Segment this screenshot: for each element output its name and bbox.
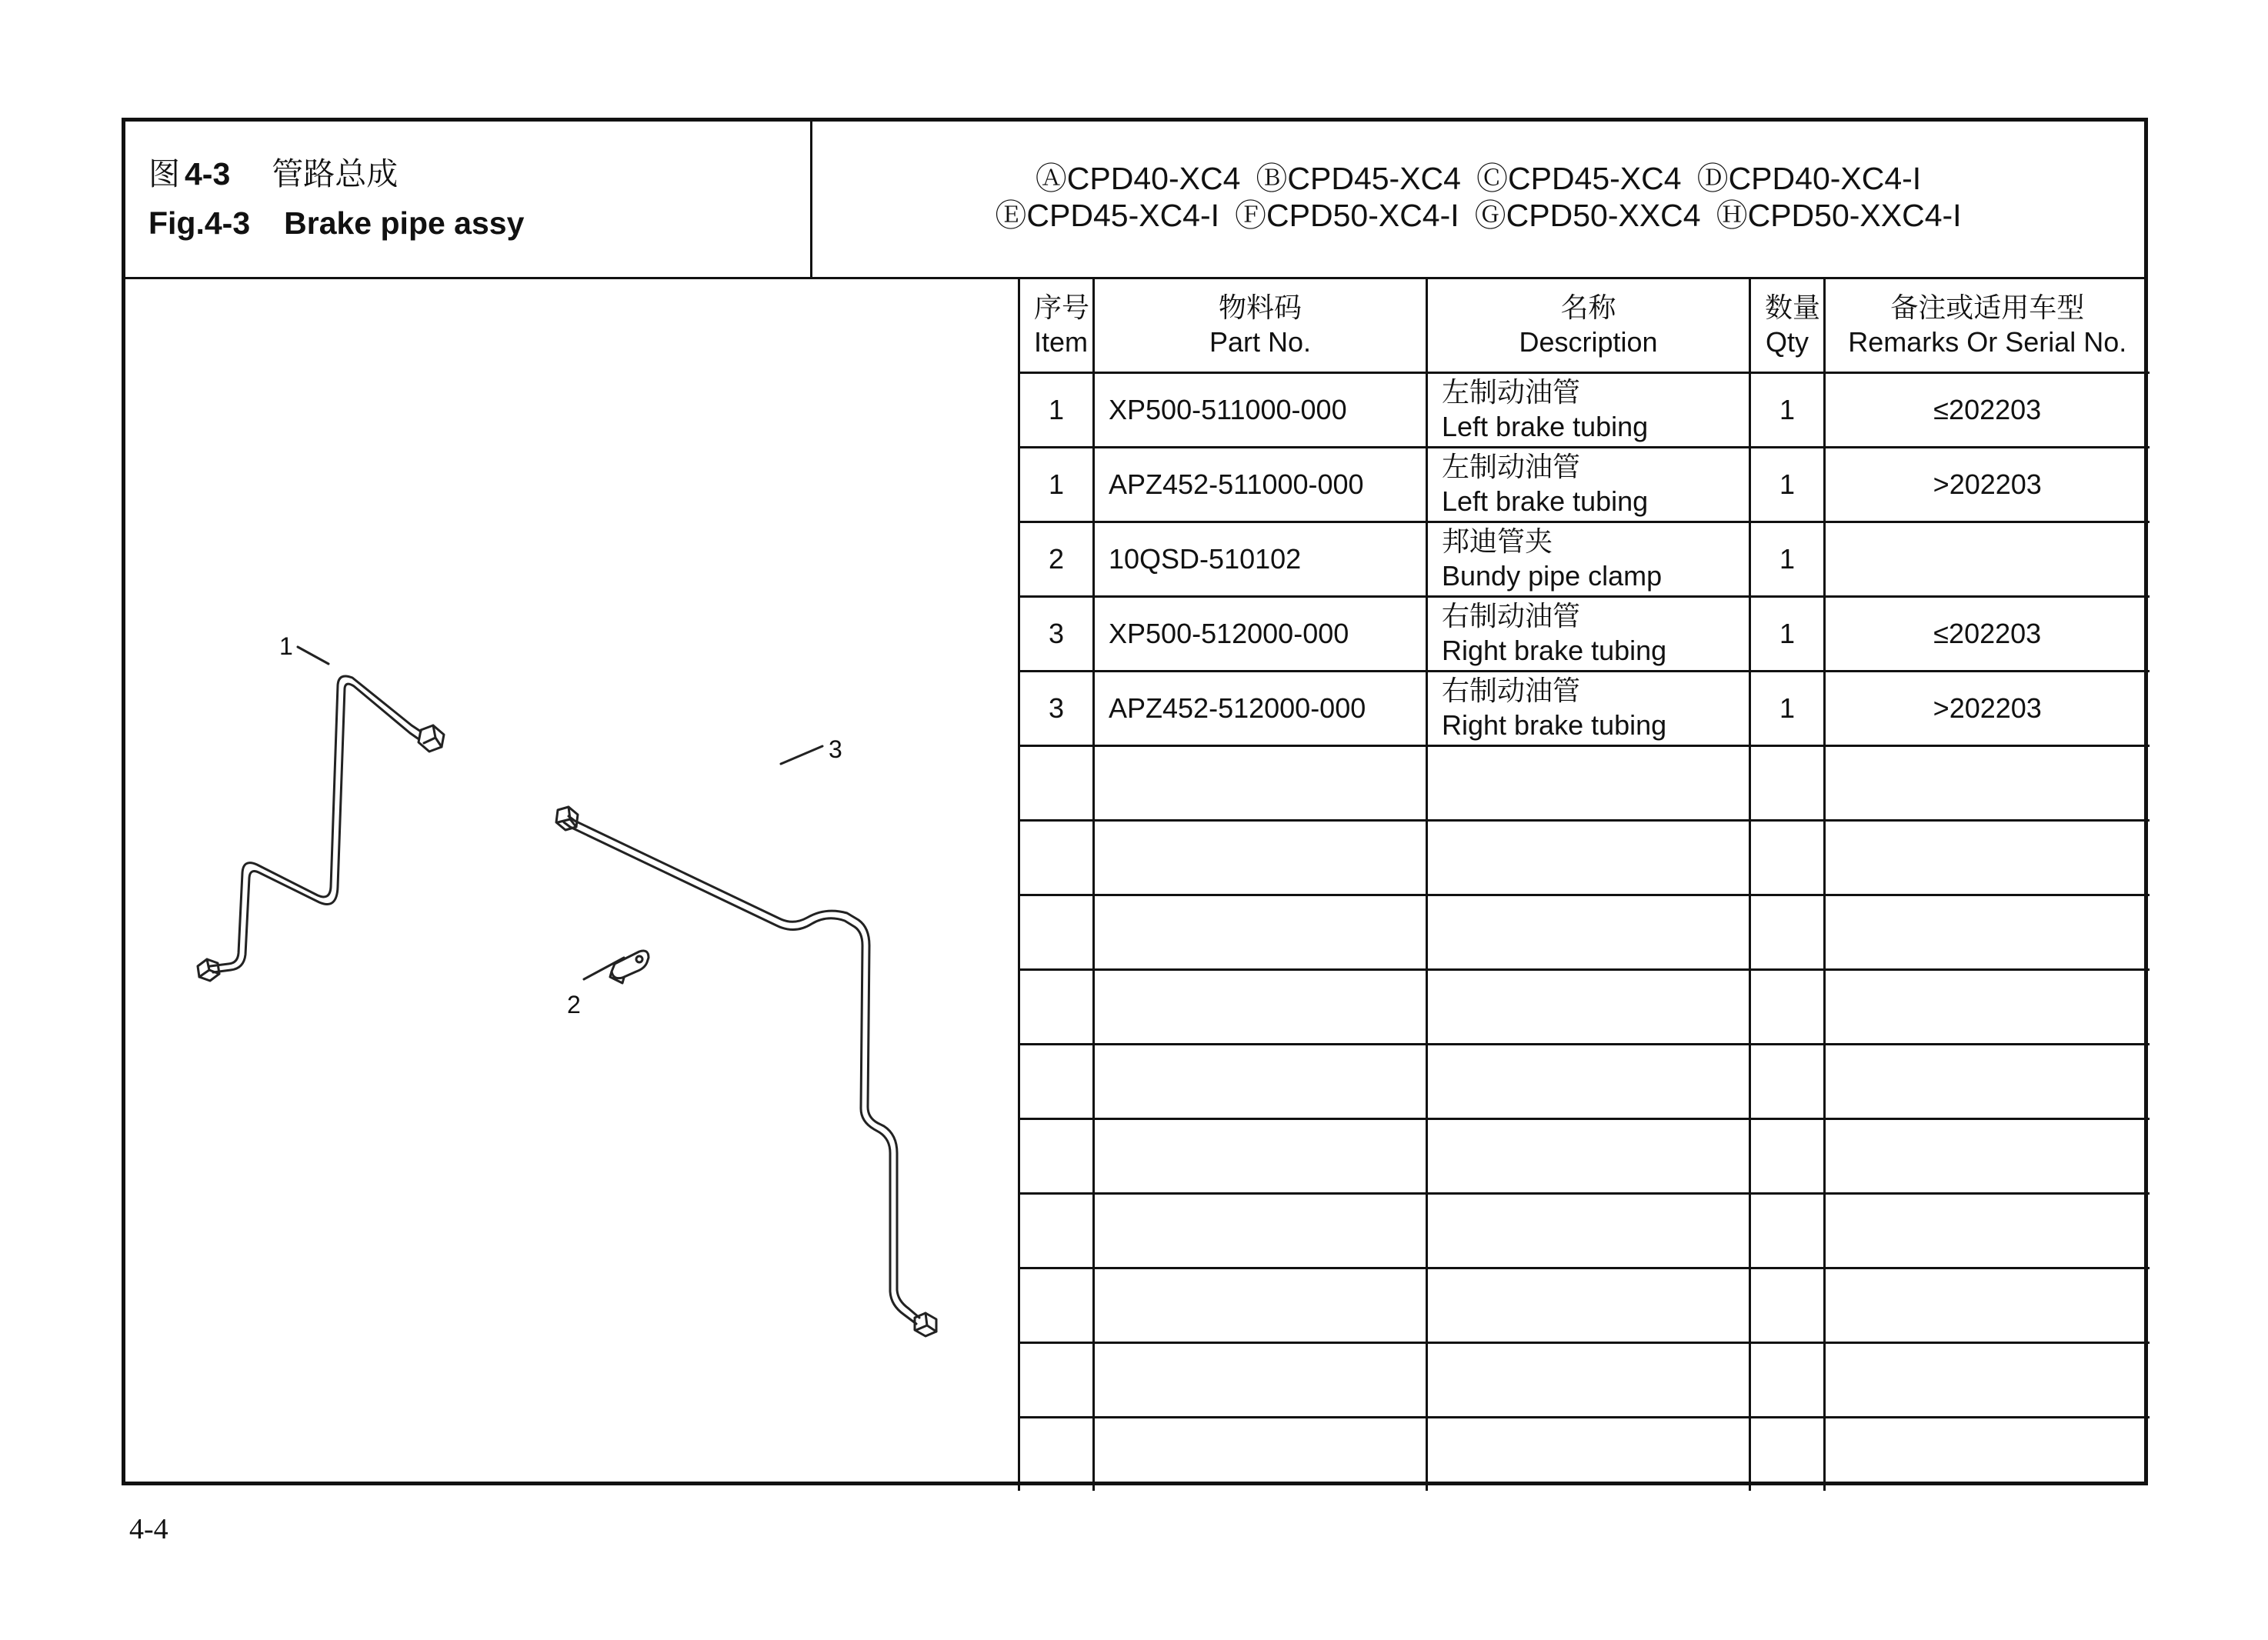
cell-qty xyxy=(1750,1343,1825,1418)
cell-part-no xyxy=(1094,1045,1427,1119)
model-g: ⒼCPD50-XXC4 xyxy=(1474,198,1701,233)
cell-description xyxy=(1427,672,1750,746)
figure-number: 4-3 xyxy=(185,156,231,192)
cell-description xyxy=(1427,1343,1750,1418)
cell-part-no xyxy=(1094,746,1427,821)
cell-description xyxy=(1427,746,1750,821)
model-h: ⒽCPD50-XXC4-I xyxy=(1716,198,1962,233)
bundy-pipe-clamp-illustration xyxy=(610,951,649,983)
cell-description xyxy=(1427,373,1750,448)
figure-title-english xyxy=(148,205,524,242)
cell-item xyxy=(1019,970,1094,1045)
header-remarks: 备注或适用车型 Remarks Or Serial No. xyxy=(1825,279,2150,373)
table-row-empty xyxy=(1019,821,2150,895)
description-en: Left brake tubing xyxy=(1442,485,1649,517)
cell-item: 3 xyxy=(1019,597,1094,672)
cell-description xyxy=(1427,1045,1750,1119)
cell-item: 2 xyxy=(1019,522,1094,597)
cell-item: 1 xyxy=(1019,448,1094,522)
cell-part-no xyxy=(1094,1418,1427,1492)
cell-remarks xyxy=(1825,1343,2150,1418)
cell-remarks: ≤202203 xyxy=(1825,373,2150,448)
table-row-empty xyxy=(1019,1343,2150,1418)
cell-qty: 1 xyxy=(1750,522,1825,597)
cell-remarks xyxy=(1825,1194,2150,1268)
leader-line-3 xyxy=(781,746,822,764)
cell-remarks xyxy=(1825,522,2150,597)
cell-remarks xyxy=(1825,1045,2150,1119)
figure-title-block xyxy=(125,122,812,279)
cell-remarks xyxy=(1825,1418,2150,1492)
cell-description xyxy=(1427,1119,1750,1194)
description-cn: 左制动油管 xyxy=(1442,452,1581,483)
cell-qty xyxy=(1750,821,1825,895)
left-brake-tubing-illustration xyxy=(198,676,444,981)
cell-part-no xyxy=(1094,1343,1427,1418)
callout-label-3: 3 xyxy=(829,735,842,763)
cell-item xyxy=(1019,1343,1094,1418)
table-row xyxy=(1019,522,2150,597)
cell-item xyxy=(1019,1119,1094,1194)
cell-remarks: >202203 xyxy=(1825,448,2150,522)
cell-remarks: >202203 xyxy=(1825,672,2150,746)
cell-qty xyxy=(1750,1194,1825,1268)
model-b: ⒷCPD45-XC4 xyxy=(1256,161,1461,196)
cell-description xyxy=(1427,970,1750,1045)
leader-line-2 xyxy=(584,958,624,979)
description-en: Right brake tubing xyxy=(1442,635,1667,666)
cell-qty xyxy=(1750,1045,1825,1119)
cell-description xyxy=(1427,448,1750,522)
cell-remarks xyxy=(1825,821,2150,895)
cell-description xyxy=(1427,597,1750,672)
models-line-1 xyxy=(812,160,2144,197)
brake-pipe-drawing xyxy=(125,279,1018,1485)
cell-item xyxy=(1019,1418,1094,1492)
header-item: 序号 Item xyxy=(1019,279,1094,373)
description-cn: 右制动油管 xyxy=(1442,675,1581,707)
table-row-empty xyxy=(1019,1268,2150,1343)
model-c: ⒸCPD45-XC4 xyxy=(1476,161,1682,196)
cell-part-no: APZ452-511000-000 xyxy=(1094,448,1427,522)
cell-remarks xyxy=(1825,1119,2150,1194)
table-row xyxy=(1019,597,2150,672)
header-part-no: 物料码 Part No. xyxy=(1094,279,1427,373)
table-row-empty xyxy=(1019,1119,2150,1194)
figure-title-chinese xyxy=(148,155,398,192)
cell-description xyxy=(1427,1268,1750,1343)
cell-qty xyxy=(1750,1119,1825,1194)
cell-qty xyxy=(1750,746,1825,821)
right-brake-tubing-illustration xyxy=(556,807,936,1336)
cell-description xyxy=(1427,895,1750,970)
table-row-empty xyxy=(1019,895,2150,970)
table-row xyxy=(1019,373,2150,448)
callout-label-1: 1 xyxy=(279,632,293,660)
cell-remarks xyxy=(1825,895,2150,970)
cell-part-no xyxy=(1094,821,1427,895)
model-a: ⒶCPD40-XC4 xyxy=(1035,161,1241,196)
model-f: ⒻCPD50-XC4-I xyxy=(1235,198,1459,233)
table-row-empty xyxy=(1019,746,2150,821)
cell-item xyxy=(1019,895,1094,970)
description-en: Bundy pipe clamp xyxy=(1442,560,1663,592)
header-description: 名称 Description xyxy=(1427,279,1750,373)
table-row-empty xyxy=(1019,970,2150,1045)
page-number: 4-4 xyxy=(129,1513,168,1545)
cell-remarks xyxy=(1825,746,2150,821)
parts-list-table xyxy=(1018,279,2150,1491)
figure-prefix-en: Fig.4-3 xyxy=(148,205,251,241)
table-row xyxy=(1019,672,2150,746)
cell-remarks xyxy=(1825,970,2150,1045)
leader-line-1 xyxy=(298,647,329,664)
description-en: Left brake tubing xyxy=(1442,411,1649,442)
cell-part-no: APZ452-512000-000 xyxy=(1094,672,1427,746)
callout-label-2: 2 xyxy=(567,991,581,1018)
cell-item xyxy=(1019,1045,1094,1119)
model-d: ⒹCPD40-XC4-I xyxy=(1696,161,1922,196)
cell-qty xyxy=(1750,1418,1825,1492)
cell-qty: 1 xyxy=(1750,373,1825,448)
cell-part-no xyxy=(1094,895,1427,970)
cell-qty: 1 xyxy=(1750,597,1825,672)
cell-item: 3 xyxy=(1019,672,1094,746)
cell-item xyxy=(1019,746,1094,821)
table-row-empty xyxy=(1019,1045,2150,1119)
table-row-empty xyxy=(1019,1194,2150,1268)
table-row-empty xyxy=(1019,1418,2150,1492)
cell-item xyxy=(1019,821,1094,895)
cell-part-no xyxy=(1094,1268,1427,1343)
header-qty: 数量 Qty xyxy=(1750,279,1825,373)
cell-remarks xyxy=(1825,1268,2150,1343)
cell-description xyxy=(1427,522,1750,597)
cell-description xyxy=(1427,1194,1750,1268)
cell-item: 1 xyxy=(1019,373,1094,448)
description-en: Right brake tubing xyxy=(1442,709,1667,741)
cell-qty: 1 xyxy=(1750,672,1825,746)
cell-part-no: XP500-511000-000 xyxy=(1094,373,1427,448)
cell-qty: 1 xyxy=(1750,448,1825,522)
cell-part-no xyxy=(1094,1119,1427,1194)
cell-qty xyxy=(1750,1268,1825,1343)
model-e: ⒺCPD45-XC4-I xyxy=(995,198,1220,233)
table-header-row xyxy=(1019,279,2150,373)
cell-part-no xyxy=(1094,970,1427,1045)
models-line-2 xyxy=(812,197,2144,234)
description-cn: 邦迪管夹 xyxy=(1442,526,1553,558)
cell-qty xyxy=(1750,970,1825,1045)
table-row xyxy=(1019,448,2150,522)
cell-description xyxy=(1427,821,1750,895)
applicable-models-block xyxy=(812,122,2144,279)
cell-description xyxy=(1427,1418,1750,1492)
cell-part-no: XP500-512000-000 xyxy=(1094,597,1427,672)
parts-page-frame xyxy=(122,118,2148,1485)
cell-item xyxy=(1019,1268,1094,1343)
description-cn: 右制动油管 xyxy=(1442,601,1581,632)
cell-qty xyxy=(1750,895,1825,970)
figure-name-cn: 管路总成 xyxy=(272,156,399,192)
figure-name-en: Brake pipe assy xyxy=(284,205,525,241)
cell-item xyxy=(1019,1194,1094,1268)
description-cn: 左制动油管 xyxy=(1442,377,1581,408)
cell-part-no xyxy=(1094,1194,1427,1268)
cell-part-no: 10QSD-510102 xyxy=(1094,522,1427,597)
cell-remarks: ≤202203 xyxy=(1825,597,2150,672)
figure-prefix-cn: 图 xyxy=(148,156,180,192)
